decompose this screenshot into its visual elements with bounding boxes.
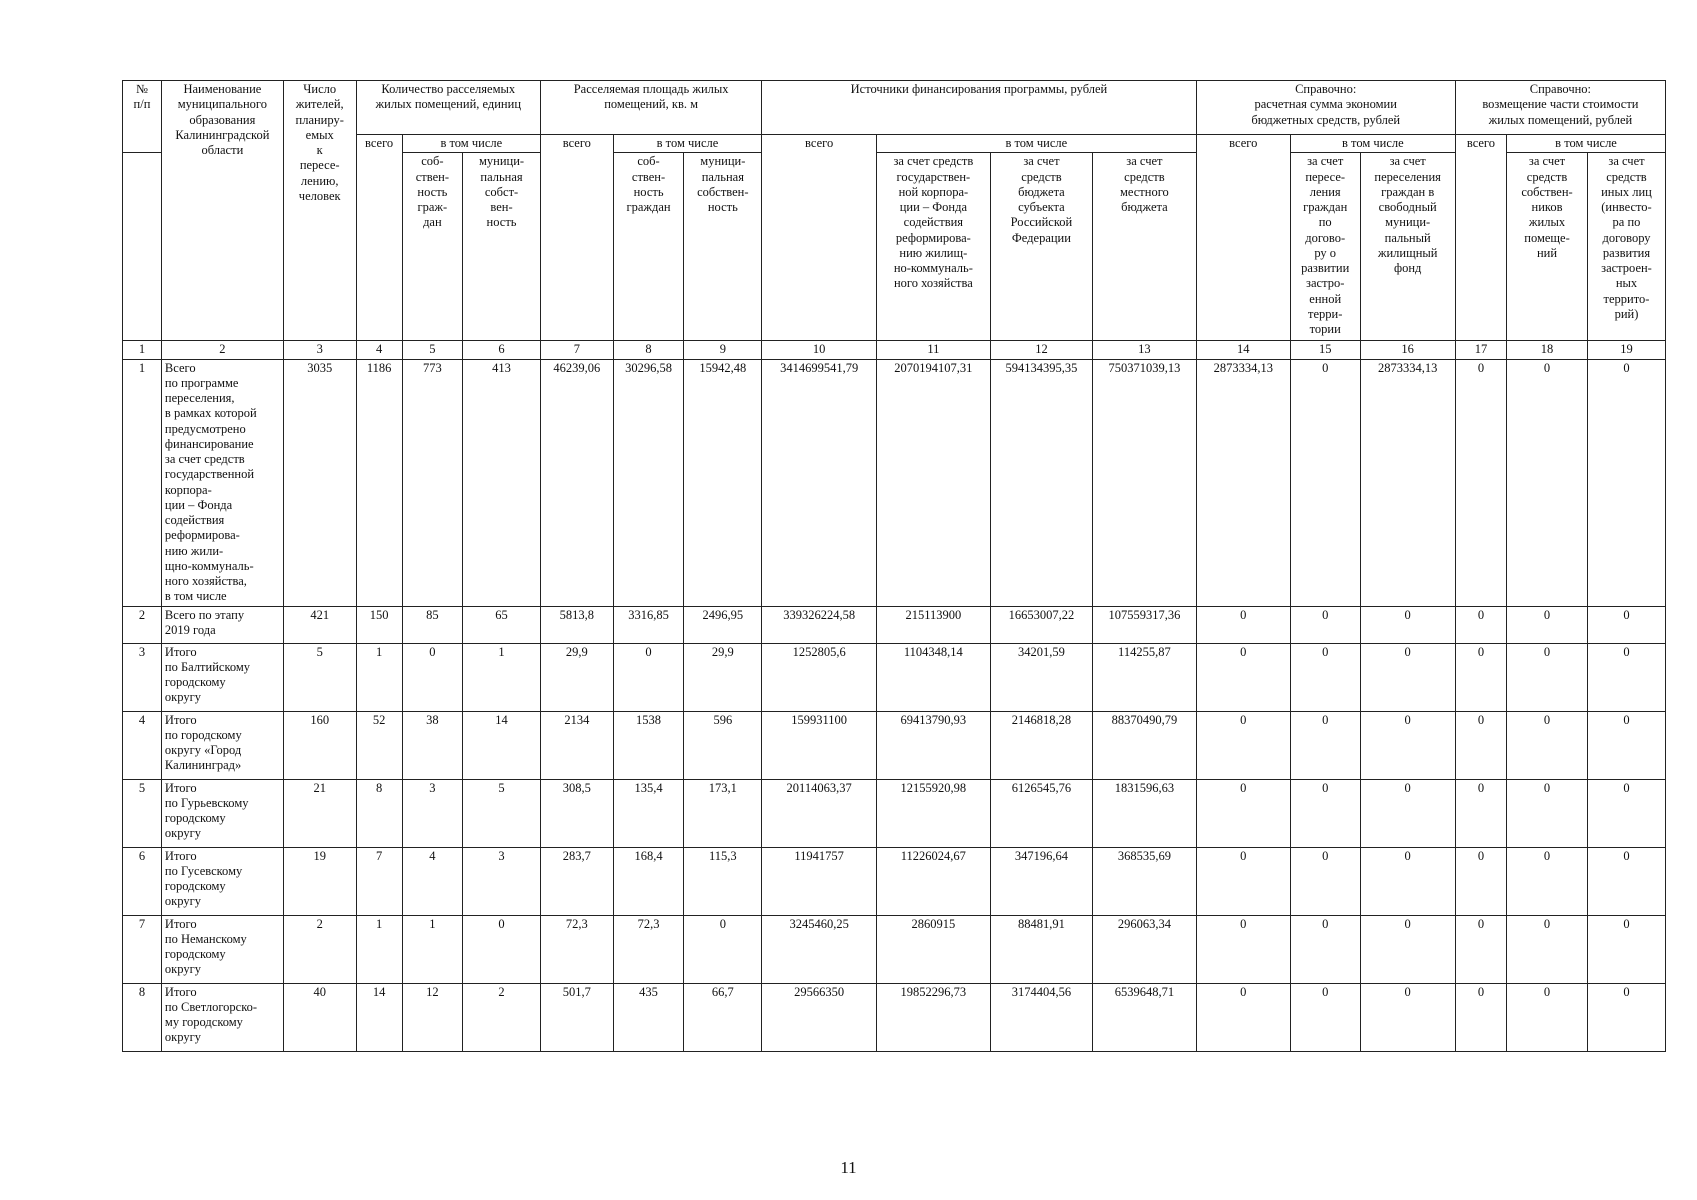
cell-comp-owners: 0 xyxy=(1507,711,1588,779)
cell-area-private: 135,4 xyxy=(613,779,684,847)
header-area-private: соб- ствен- ность граждан xyxy=(613,153,684,341)
cell-area-total: 29,9 xyxy=(540,643,613,711)
cell-residents: 3035 xyxy=(283,359,356,606)
cell-name: Всего по программе переселения, в рамках которой предусмотрено финансирование за счет средств государственной корпора- ции – Фонда содействия реформирова- нию жили- щно-коммуналь- ного хозяйства, в том числе xyxy=(161,359,283,606)
cell-fin-fund: 215113900 xyxy=(877,606,991,643)
cell-cnt-municipal: 1 xyxy=(463,643,541,711)
cell-name: Итого по Светлогорско- му городскому округу xyxy=(161,983,283,1051)
column-number: 14 xyxy=(1196,341,1290,359)
cell-econ-total: 0 xyxy=(1196,779,1290,847)
cell-residents: 2 xyxy=(283,915,356,983)
cell-cnt-private: 773 xyxy=(402,359,462,606)
cell-area-private: 435 xyxy=(613,983,684,1051)
column-number: 4 xyxy=(356,341,402,359)
cell-cnt-municipal: 65 xyxy=(463,606,541,643)
cell-fin-fund: 69413790,93 xyxy=(877,711,991,779)
cell-area-private: 72,3 xyxy=(613,915,684,983)
cell-fin-local: 368535,69 xyxy=(1093,847,1196,915)
cell-comp-total: 0 xyxy=(1455,711,1506,779)
cell-cnt-private: 4 xyxy=(402,847,462,915)
cell-fin-total: 29566350 xyxy=(762,983,877,1051)
cell-area-total: 283,7 xyxy=(540,847,613,915)
header-residents: Число жителей, планиру- емых к пересе- лению, человек xyxy=(283,81,356,341)
table-row xyxy=(123,711,1666,779)
cell-comp-total: 0 xyxy=(1455,606,1506,643)
column-number: 10 xyxy=(762,341,877,359)
cell-cnt-total: 14 xyxy=(356,983,402,1051)
column-number: 6 xyxy=(463,341,541,359)
cell-comp-total: 0 xyxy=(1455,915,1506,983)
cell-fin-local: 296063,34 xyxy=(1093,915,1196,983)
cell-comp-owners: 0 xyxy=(1507,983,1588,1051)
cell-n: 2 xyxy=(123,606,162,643)
cell-fin-fund: 11226024,67 xyxy=(877,847,991,915)
cell-fin-local: 750371039,13 xyxy=(1093,359,1196,606)
cell-cnt-total: 7 xyxy=(356,847,402,915)
table-body xyxy=(123,359,1666,1051)
header-fin-total: всего xyxy=(762,135,877,341)
header-econ-total: всего xyxy=(1196,135,1290,341)
cell-cnt-private: 38 xyxy=(402,711,462,779)
cell-econ-free: 0 xyxy=(1360,915,1455,983)
cell-fin-fund: 2860915 xyxy=(877,915,991,983)
cell-fin-total: 339326224,58 xyxy=(762,606,877,643)
cell-n: 3 xyxy=(123,643,162,711)
table-row xyxy=(123,915,1666,983)
header-comp-others: за счет средств иных лиц (инвесто- ра по договору развития застроен- ных террито- рий) xyxy=(1587,153,1665,341)
cell-area-total: 308,5 xyxy=(540,779,613,847)
cell-cnt-municipal: 2 xyxy=(463,983,541,1051)
cell-area-total: 72,3 xyxy=(540,915,613,983)
cell-n: 6 xyxy=(123,847,162,915)
cell-fin-local: 114255,87 xyxy=(1093,643,1196,711)
table-row xyxy=(123,983,1666,1051)
header-dwelling-count: Количество расселяемых жилых помещений, единиц xyxy=(356,81,540,135)
cell-comp-owners: 0 xyxy=(1507,606,1588,643)
cell-cnt-total: 8 xyxy=(356,779,402,847)
table-row xyxy=(123,359,1666,606)
cell-cnt-municipal: 14 xyxy=(463,711,541,779)
cell-cnt-private: 85 xyxy=(402,606,462,643)
cell-econ-free: 0 xyxy=(1360,983,1455,1051)
cell-econ-free: 0 xyxy=(1360,779,1455,847)
column-number: 16 xyxy=(1360,341,1455,359)
header-econ-incl: в том числе xyxy=(1290,135,1455,153)
cell-comp-owners: 0 xyxy=(1507,359,1588,606)
header-comp-owners: за счет средств собствен- ников жилых помеще- ний xyxy=(1507,153,1588,341)
cell-comp-owners: 0 xyxy=(1507,915,1588,983)
column-number: 12 xyxy=(990,341,1092,359)
cell-n: 4 xyxy=(123,711,162,779)
cell-residents: 21 xyxy=(283,779,356,847)
cell-n: 5 xyxy=(123,779,162,847)
cell-area-municipal: 2496,95 xyxy=(684,606,762,643)
cell-comp-others: 0 xyxy=(1587,606,1665,643)
header-area-municipal: муници- пальная собствен- ность xyxy=(684,153,762,341)
column-number: 5 xyxy=(402,341,462,359)
cell-cnt-municipal: 0 xyxy=(463,915,541,983)
cell-name: Итого по Гурьевскому городскому округу xyxy=(161,779,283,847)
cell-econ-dev: 0 xyxy=(1290,359,1360,606)
cell-cnt-total: 52 xyxy=(356,711,402,779)
cell-comp-total: 0 xyxy=(1455,847,1506,915)
cell-fin-local: 6539648,71 xyxy=(1093,983,1196,1051)
cell-comp-total: 0 xyxy=(1455,643,1506,711)
cell-area-municipal: 0 xyxy=(684,915,762,983)
cell-econ-free: 2873334,13 xyxy=(1360,359,1455,606)
cell-fin-total: 20114063,37 xyxy=(762,779,877,847)
table-row xyxy=(123,779,1666,847)
cell-comp-total: 0 xyxy=(1455,983,1506,1051)
cell-econ-dev: 0 xyxy=(1290,847,1360,915)
header-compensation: Справочно: возмещение части стоимости жилых помещений, рублей xyxy=(1455,81,1665,135)
cell-area-total: 5813,8 xyxy=(540,606,613,643)
cell-econ-dev: 0 xyxy=(1290,643,1360,711)
column-number: 11 xyxy=(877,341,991,359)
cell-comp-total: 0 xyxy=(1455,359,1506,606)
cell-fin-subject: 2146818,28 xyxy=(990,711,1092,779)
table-row xyxy=(123,606,1666,643)
column-number: 1 xyxy=(123,341,162,359)
header-comp-total: всего xyxy=(1455,135,1506,341)
column-number: 17 xyxy=(1455,341,1506,359)
cell-econ-free: 0 xyxy=(1360,847,1455,915)
cell-cnt-total: 1 xyxy=(356,915,402,983)
cell-area-municipal: 66,7 xyxy=(684,983,762,1051)
cell-comp-others: 0 xyxy=(1587,779,1665,847)
column-number: 13 xyxy=(1093,341,1196,359)
cell-fin-subject: 347196,64 xyxy=(990,847,1092,915)
cell-fin-subject: 3174404,56 xyxy=(990,983,1092,1051)
cell-comp-owners: 0 xyxy=(1507,779,1588,847)
cell-comp-total: 0 xyxy=(1455,779,1506,847)
cell-econ-total: 0 xyxy=(1196,915,1290,983)
column-number: 19 xyxy=(1587,341,1665,359)
cell-fin-total: 3414699541,79 xyxy=(762,359,877,606)
cell-area-total: 46239,06 xyxy=(540,359,613,606)
cell-econ-free: 0 xyxy=(1360,643,1455,711)
header-count-municipal: муници- пальная собст- вен- ность xyxy=(463,153,541,341)
cell-cnt-private: 0 xyxy=(402,643,462,711)
header-fin-fund: за счет средств государствен- ной корпора- ции – Фонда содействия реформирова- нию жилищ- но-коммуналь- ного хозяйства xyxy=(877,153,991,341)
cell-comp-others: 0 xyxy=(1587,915,1665,983)
table-row xyxy=(123,643,1666,711)
cell-cnt-municipal: 3 xyxy=(463,847,541,915)
cell-cnt-private: 1 xyxy=(402,915,462,983)
cell-area-municipal: 596 xyxy=(684,711,762,779)
header-count-total: всего xyxy=(356,135,402,341)
header-fin-incl: в том числе xyxy=(877,135,1197,153)
resettlement-table xyxy=(122,80,1666,1052)
cell-fin-subject: 16653007,22 xyxy=(990,606,1092,643)
header-fin-local: за счет средств местного бюджета xyxy=(1093,153,1196,341)
cell-fin-total: 11941757 xyxy=(762,847,877,915)
cell-econ-dev: 0 xyxy=(1290,983,1360,1051)
cell-fin-fund: 12155920,98 xyxy=(877,779,991,847)
cell-cnt-total: 1 xyxy=(356,643,402,711)
header-count-private: соб- ствен- ность граж- дан xyxy=(402,153,462,341)
header-dwelling-area: Расселяемая площадь жилых помещений, кв. м xyxy=(540,81,761,135)
cell-residents: 5 xyxy=(283,643,356,711)
column-number: 3 xyxy=(283,341,356,359)
cell-fin-total: 159931100 xyxy=(762,711,877,779)
cell-name: Итого по городскому округу «Город Калининград» xyxy=(161,711,283,779)
cell-comp-others: 0 xyxy=(1587,711,1665,779)
cell-fin-fund: 2070194107,31 xyxy=(877,359,991,606)
cell-fin-total: 1252805,6 xyxy=(762,643,877,711)
cell-fin-subject: 594134395,35 xyxy=(990,359,1092,606)
cell-area-municipal: 115,3 xyxy=(684,847,762,915)
cell-econ-dev: 0 xyxy=(1290,711,1360,779)
cell-name: Итого по Неманскому городскому округу xyxy=(161,915,283,983)
header-count-incl: в том числе xyxy=(402,135,540,153)
cell-cnt-total: 1186 xyxy=(356,359,402,606)
cell-area-private: 168,4 xyxy=(613,847,684,915)
column-number: 7 xyxy=(540,341,613,359)
cell-area-private: 30296,58 xyxy=(613,359,684,606)
cell-comp-owners: 0 xyxy=(1507,847,1588,915)
cell-fin-total: 3245460,25 xyxy=(762,915,877,983)
cell-fin-subject: 34201,59 xyxy=(990,643,1092,711)
cell-comp-others: 0 xyxy=(1587,983,1665,1051)
column-number: 9 xyxy=(684,341,762,359)
column-number-row xyxy=(123,341,1666,359)
header-municipality: Наименование муниципального образования Калининградской области xyxy=(161,81,283,341)
cell-fin-subject: 88481,91 xyxy=(990,915,1092,983)
cell-fin-local: 88370490,79 xyxy=(1093,711,1196,779)
cell-econ-total: 0 xyxy=(1196,847,1290,915)
page-number: 11 xyxy=(840,1158,857,1177)
header-budget-savings: Справочно: расчетная сумма экономии бюджетных средств, рублей xyxy=(1196,81,1455,135)
cell-n: 8 xyxy=(123,983,162,1051)
cell-cnt-municipal: 413 xyxy=(463,359,541,606)
column-number: 8 xyxy=(613,341,684,359)
header-fin-subject: за счет средств бюджета субъекта Российской Федерации xyxy=(990,153,1092,341)
header-num-blank xyxy=(123,153,162,341)
cell-econ-total: 0 xyxy=(1196,711,1290,779)
cell-name: Итого по Балтийскому городскому округу xyxy=(161,643,283,711)
header-econ-free-fund: за счет переселения граждан в свободный муници- пальный жилищный фонд xyxy=(1360,153,1455,341)
cell-residents: 19 xyxy=(283,847,356,915)
cell-residents: 421 xyxy=(283,606,356,643)
cell-n: 1 xyxy=(123,359,162,606)
header-num: № п/п xyxy=(123,81,162,153)
column-number: 2 xyxy=(161,341,283,359)
header-comp-incl: в том числе xyxy=(1507,135,1666,153)
cell-econ-total: 0 xyxy=(1196,643,1290,711)
cell-cnt-total: 150 xyxy=(356,606,402,643)
cell-comp-owners: 0 xyxy=(1507,643,1588,711)
cell-area-municipal: 29,9 xyxy=(684,643,762,711)
cell-econ-dev: 0 xyxy=(1290,606,1360,643)
cell-area-private: 1538 xyxy=(613,711,684,779)
cell-econ-total: 2873334,13 xyxy=(1196,359,1290,606)
cell-econ-free: 0 xyxy=(1360,711,1455,779)
cell-name: Итого по Гусевскому городскому округу xyxy=(161,847,283,915)
cell-comp-others: 0 xyxy=(1587,847,1665,915)
cell-n: 7 xyxy=(123,915,162,983)
cell-fin-fund: 19852296,73 xyxy=(877,983,991,1051)
cell-fin-local: 107559317,36 xyxy=(1093,606,1196,643)
header-financing-sources: Источники финансирования программы, рублей xyxy=(762,81,1196,135)
header-area-incl: в том числе xyxy=(613,135,762,153)
cell-econ-dev: 0 xyxy=(1290,779,1360,847)
column-number: 15 xyxy=(1290,341,1360,359)
cell-area-total: 501,7 xyxy=(540,983,613,1051)
header-area-total: всего xyxy=(540,135,613,341)
cell-area-private: 3316,85 xyxy=(613,606,684,643)
header-econ-development: за счет пересе- ления граждан по догово- ру о развитии застро- енной терри- тории xyxy=(1290,153,1360,341)
cell-econ-total: 0 xyxy=(1196,983,1290,1051)
cell-area-private: 0 xyxy=(613,643,684,711)
cell-comp-others: 0 xyxy=(1587,359,1665,606)
cell-fin-fund: 1104348,14 xyxy=(877,643,991,711)
cell-fin-subject: 6126545,76 xyxy=(990,779,1092,847)
cell-econ-dev: 0 xyxy=(1290,915,1360,983)
cell-area-municipal: 173,1 xyxy=(684,779,762,847)
cell-name: Всего по этапу 2019 года xyxy=(161,606,283,643)
cell-cnt-municipal: 5 xyxy=(463,779,541,847)
cell-cnt-private: 3 xyxy=(402,779,462,847)
cell-residents: 40 xyxy=(283,983,356,1051)
cell-econ-total: 0 xyxy=(1196,606,1290,643)
cell-area-total: 2134 xyxy=(540,711,613,779)
table-row xyxy=(123,847,1666,915)
column-number: 18 xyxy=(1507,341,1588,359)
cell-comp-others: 0 xyxy=(1587,643,1665,711)
cell-fin-local: 1831596,63 xyxy=(1093,779,1196,847)
cell-area-municipal: 15942,48 xyxy=(684,359,762,606)
cell-econ-free: 0 xyxy=(1360,606,1455,643)
cell-cnt-private: 12 xyxy=(402,983,462,1051)
cell-residents: 160 xyxy=(283,711,356,779)
